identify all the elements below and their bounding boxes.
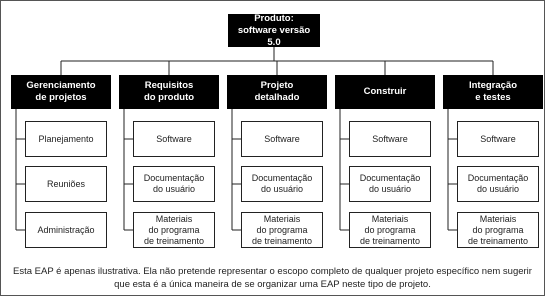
branch-node: Construir [335, 75, 435, 109]
leaf-node: Software [457, 121, 539, 157]
leaf-node: Planejamento [25, 121, 107, 157]
leaf-node: Documentação do usuário [457, 166, 539, 202]
leaf-node: Materiais do programa de treinamento [241, 212, 323, 248]
leaf-node: Materiais do programa de treinamento [457, 212, 539, 248]
leaf-node: Software [349, 121, 431, 157]
diagram-caption: Esta EAP é apenas ilustrativa. Ela não pretende representar o escopo completo de qualquer projeto específico nem sugerir que esta é a única maneira de se organizar uma EAP neste tipo de projeto. [13, 266, 532, 290]
root-node: Produto: software versão 5.0 [228, 14, 320, 47]
leaf-node: Software [133, 121, 215, 157]
leaf-node: Documentação do usuário [241, 166, 323, 202]
leaf-node: Documentação do usuário [133, 166, 215, 202]
leaf-node: Materiais do programa de treinamento [133, 212, 215, 248]
branch-node: Integração e testes [443, 75, 543, 109]
leaf-node: Reuniões [25, 166, 107, 202]
leaf-node: Materiais do programa de treinamento [349, 212, 431, 248]
branch-node: Gerenciamento de projetos [11, 75, 111, 109]
branch-node: Requisitos do produto [119, 75, 219, 109]
leaf-node: Documentação do usuário [349, 166, 431, 202]
leaf-node: Administração [25, 212, 107, 248]
branch-node: Projeto detalhado [227, 75, 327, 109]
leaf-node: Software [241, 121, 323, 157]
